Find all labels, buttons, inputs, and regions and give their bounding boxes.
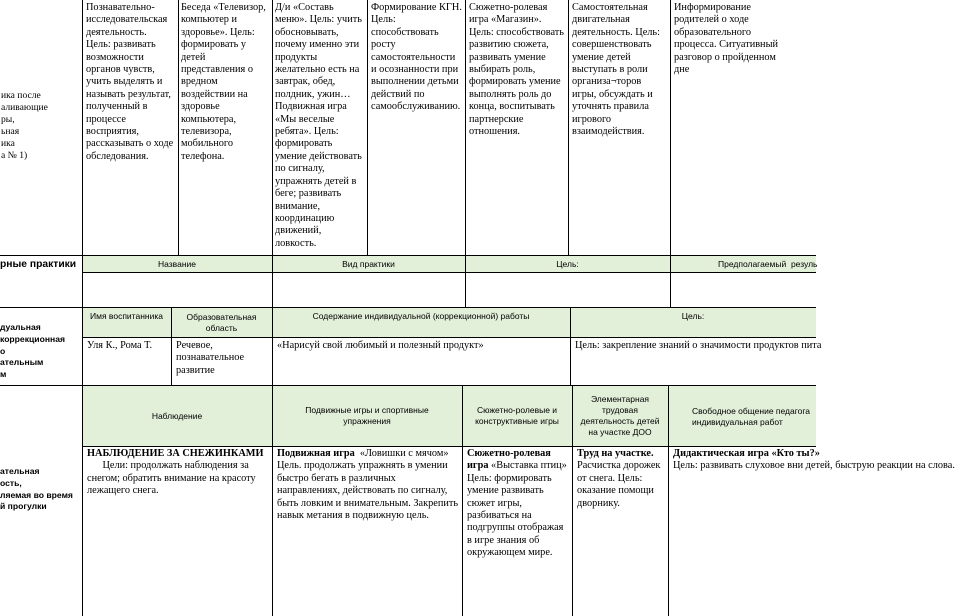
row1-cell-kgn: Формирование КГН. Цель: способствовать росту самостоятельности и осознанности при выполнении детьми действий по самообслуживанию.	[371, 2, 462, 113]
walk-header-outdoor-games: Подвижные игры и спортивные упражнения	[305, 405, 429, 426]
row1-label: ика после аливающие ры, ьная ика а № 1)	[1, 90, 48, 161]
walk-observation-cell	[84, 446, 272, 506]
grid-line	[465, 0, 466, 308]
row1-cell-menu-game: Д/и «Составь меню». Цель: учить обосновывать, почему именно эти продукты желательно есть на завтрак, обед, полдник, ужин… Подвижная игра «Мы веселые ребята». Цель: формировать умение действовать по сигналу, упражнять детей в беге; развивать внимание, координацию движений, ловкость.	[275, 2, 362, 249]
grid-line	[0, 307, 816, 308]
practices-header-name: Название	[158, 258, 196, 269]
grid-line	[82, 446, 816, 447]
grid-line	[568, 0, 569, 256]
row1-cell-conversation: Беседа «Телевизор, компьютер и здоровье». Цель: формировать у детей представления о вредном воздействии на здоровье компьютера, телевизора, мобильного телефона.	[181, 2, 266, 162]
grid-line	[462, 386, 463, 616]
grid-line	[0, 385, 816, 386]
individual-content-value: «Нарисуй свой любимый и полезный продукт»	[277, 340, 484, 351]
walk-outdoor-game-cell	[274, 446, 462, 526]
practices-label: рные практики	[0, 259, 77, 270]
walk-header-role-games: Сюжетно-ролевые и конструктивные игры	[475, 405, 559, 426]
role-game-title: Сюжетно-ролевая игра	[467, 448, 551, 472]
labor-title: Труд на участке.	[577, 448, 654, 459]
free-talk-title: Дидактическая игра «Кто ты?»	[673, 448, 820, 459]
walk-free-talk-cell	[670, 446, 955, 486]
grid-line	[82, 0, 83, 616]
grid-line	[82, 337, 816, 338]
practices-header-type: Вид практики	[342, 258, 395, 269]
walk-labor-cell	[574, 446, 668, 509]
row1-cell-shop-game: Сюжетно-ролевая игра «Магазин». Цель: способствовать развитию сюжета, развивать умение выбирать роль, формировать умение выполнять роль до конца, воспитывать партнерские отношения.	[469, 2, 564, 138]
grid-line	[0, 255, 816, 256]
row1-cell-motor: Самостоятельная двигательная деятельность. Цель: совершенствовать умение детей выступать в роли организа¬торов игры, обсуждать и уточнять правила игрового взаимодействия.	[572, 2, 660, 138]
row1-cell-parents: Информирование родителей о ходе образовательного процесса. Ситуативный разговор о пройденном дне	[674, 2, 778, 76]
individual-label: дуальная коррекционная о ательным м	[0, 322, 66, 380]
grid-line	[178, 0, 179, 256]
individual-area-value: Речевое, познавательное развитие	[176, 340, 245, 376]
individual-header-content: Содержание индивидуальной (коррекционной) работы	[312, 311, 530, 321]
grid-line	[272, 0, 273, 616]
grid-line	[572, 386, 573, 616]
grid-line	[171, 308, 172, 386]
row1-cell-cognitive: Познавательно-исследовательская деятельность. Цель: развивать возможности органов чувств, учить выделять и называть результат, полученный в процессе восприятия, рассказывать о ходе обследования.	[86, 2, 174, 162]
walk-role-game-cell	[464, 446, 572, 559]
walk-label: ательная ость, ляемая во время й прогулки	[0, 466, 73, 512]
grid-line	[367, 0, 368, 256]
practices-header-goal: Цель:	[556, 258, 579, 269]
walk-header-observation: Наблюдение	[151, 410, 203, 421]
grid-line	[668, 386, 669, 616]
grid-line	[82, 272, 816, 273]
practices-header-result: Предполагаемый резуль	[718, 259, 818, 269]
labor-text: Расчистка дорожек от снега. Цель: оказание помощи дворнику.	[577, 460, 661, 509]
individual-header-area: Образовательная область	[186, 312, 257, 333]
outdoor-game-title: Подвижная игра	[277, 448, 355, 459]
role-game-text: «Выставка птиц» Цель: формировать умение развивать сюжет игры, разбиваться на подгруппы отображая в игре знания об окружающем мире.	[467, 460, 567, 559]
grid-line	[570, 308, 571, 386]
walk-header-free-talk: Свободное общение педагога индивидуальная работ	[692, 406, 811, 427]
observation-title: НАБЛЮДЕНИЕ ЗА СНЕЖИНКАМИ	[87, 448, 264, 459]
individual-child-names: Уля К., Рома Т.	[87, 340, 153, 351]
individual-goal-value: Цель: закрепление знаний о значимости продуктов пита	[575, 340, 822, 351]
individual-header-name: Имя воспитанника	[90, 311, 163, 321]
grid-line	[670, 0, 671, 308]
observation-text: Цели: продолжать наблюдения за снегом; обратить внимание на красоту лежащего снега.	[87, 460, 259, 497]
outdoor-game-text: «Ловишки с мячом» Цель. продолжать упражнять в умении быстро бегать в различных направлениях, действовать по сигналу, быть ловким и внимательным. Закрепить навык метания в подвижную цель.	[277, 448, 461, 522]
walk-header-labor: Элементарная трудовая деятельность детей на участке ДОО	[580, 394, 660, 437]
free-talk-text: Цель: развивать слуховое вни детей, быструю реакции на слова.	[673, 460, 955, 472]
individual-header-goal: Цель:	[681, 311, 705, 321]
